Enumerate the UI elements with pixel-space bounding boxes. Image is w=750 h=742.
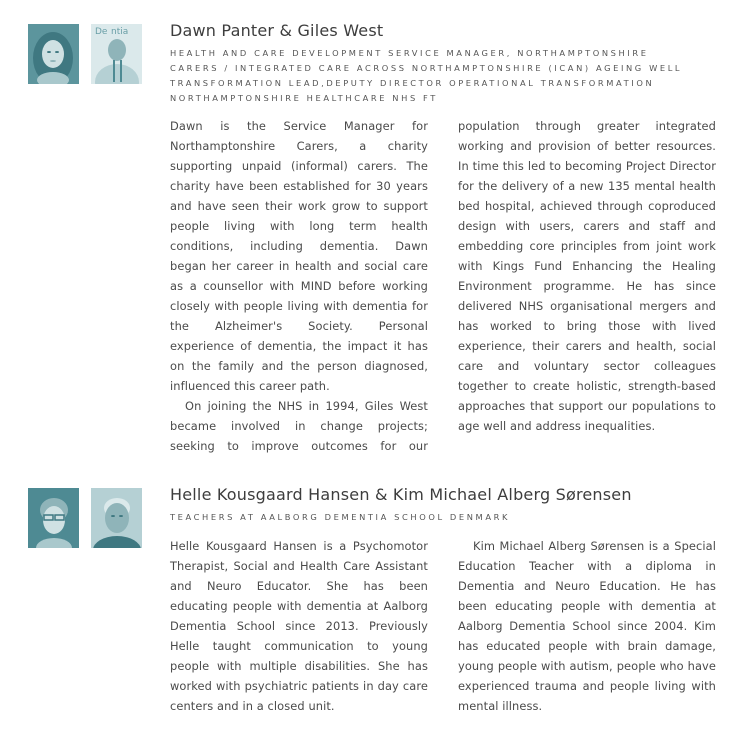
bio-paragraph: Helle Kousgaard Hansen is a Psychomotor Therapist, Social and Health Care Assistant and Neuro Educator. She has been educating people with dementia at Aalborg Dementia School since 2013. Previously Helle taught communication to young people with multiple disabilities. She has worked with psychiatric patients in day care centers and in a closed unit. (170, 539, 428, 713)
speaker-photo (28, 488, 79, 548)
bio-paragraph: population through greater integrated working and provision of better resources. In time this led to becoming Project Director for the delivery of a new 135 mental health bed hospital, achieved through coproduced design with users, carers and staff and embedding core principles from joint work with Kings Fund Enhancing the Healing Environment programme. He has since delivered NHS organisational mergers and has worked to bring those with lived experience, their carers and health, social care and voluntary sector colleagues together to create holistic, strength-based approaches that support our populations to age well and address inequalities. (458, 119, 716, 433)
speaker-role: HEALTH AND CARE DEVELOPMENT SERVICE MANAGER, NORTHAMPTONSHIRE CARERS / INTEGRATED CARE ACROSS NORTHAMPTONSHIRE (ICAN) AGEING WELL TRANSFORMATION LEAD,DEPUTY DIRECTOR OPERATIONAL TRANSFORMATION NORTHAMPTONSHIRE HEALTHCARE NHS FT (170, 48, 683, 103)
svg-text:ntia: ntia (111, 27, 129, 37)
portrait-image-icon (91, 488, 142, 548)
speaker-photo (91, 24, 142, 84)
bio-paragraph: On joining the NHS in 1994, Giles West became involved in change projects; seeking to improve outcomes for our (170, 399, 428, 453)
portrait-image-icon (28, 24, 79, 84)
speaker-role: TEACHERS AT AALBORG DEMENTIA SCHOOL DENMARK (170, 512, 510, 522)
speaker-photo (91, 488, 142, 548)
portrait-image-icon (28, 488, 79, 548)
speaker-name: Dawn Panter & Giles West (170, 21, 384, 40)
bio-paragraph: Dawn is the Service Manager for Northamptonshire Carers, a charity supporting unpaid (informal) carers. The charity have been established for 30 years and have seen their work grow to support people living with long term health conditions, including dementia. Dawn began her career in health and social care as a counsellor with MIND before working closely with people living with dementia for the Alzheimer's Society. Personal experience of dementia, the impact it has on the family and the person diagnosed, influenced this career path. (170, 119, 428, 393)
bio-paragraph: Kim Michael Alberg Sørensen is a Special Education Teacher with a diploma in Dementia and Neuro Education. He has been educating people with dementia at Aalborg Dementia School since 2004. Kim has educated people with brain damage, young people with autism, people who have experienced trauma and people living with mental illness. (458, 539, 716, 713)
portrait-image-icon (91, 24, 142, 84)
bio-column-left (170, 536, 428, 716)
speaker-photo (28, 24, 79, 84)
bio-column-left (170, 116, 428, 456)
svg-text:De: De (95, 27, 108, 37)
speaker-name: Helle Kousgaard Hansen & Kim Michael Alberg Sørensen (170, 485, 632, 504)
bio-column-right (458, 116, 716, 436)
bio-column-right (458, 536, 716, 716)
